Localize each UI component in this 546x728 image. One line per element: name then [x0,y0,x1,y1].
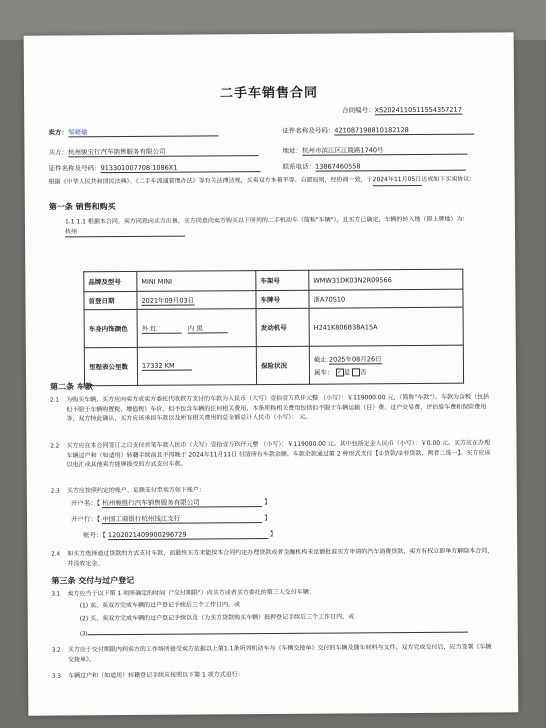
account-number-row: 账号：【 1202021409900296729 】 [83,529,277,540]
clause-number: 2.4 [51,551,61,558]
contract-paper [24,32,519,715]
table-row: 车身内饰颜色 外 红 内 黑 发动机号 H241K806B38A15A [84,307,463,348]
clause-number: 3.2 [51,647,61,654]
account-bank: 中国工商银行杭州钱江支行 [102,513,262,524]
clause-number: 2.1 [50,397,59,404]
clause-3-1: 卖方应当于以下第 1 项所确定的时间（"交付期限"）向买方或者买方委托的第三人交付车辆： [67,588,315,598]
seller-id-number: 42108719881018212​8 [334,126,474,136]
registration-date: 2021年09月03日 [141,296,195,305]
clause-3-1-option-1: (1) 卖、卖双方完成车辆的过户登记手续后三个工作日内，或 [79,601,241,610]
clause-2-1: 为购买车辆，买方应向卖方或卖方委托代收款方支付的车款为人民币（大写）壹拾壹万玖仟元整 （小写）：￥119000.00 元，（简称"车款"）。车款为含税（包括但不限于车辆购置税、增值税）车价，但不包含车辆的任何相关费用，本条所称相关费用包括但不限于车辆运输（目）费、过户交易费、评估验车费和保险费用等，双方特此确认，买方应该承担车款以及所有相关费用的总金额总计人民币（小写）： 元。 [66,393,489,423]
buyer-address: 杭州市滨江区江陵路1740号 [302,145,467,156]
seller-id-row: 证件名称及号码：42108719881018212​8 [282,125,474,136]
vin: WMW31DK03N2R09566 [309,269,463,290]
table-row: 里程表公里数 17332 KM 保险状况 截止 2025年08月26日 属车： ✓ 是 否 [84,345,463,386]
phone-row: 联系电话：13867460558 [283,161,466,172]
account-number: 1202021409900296729 [108,530,268,540]
mileage: 17332 KM [142,362,192,371]
engine-number: H241K806B38A15A [309,307,463,346]
section-2-title: 第二条 车款 [50,382,93,392]
plate-number: 浙A70S10 [309,289,463,308]
intro-paragraph: 根据《中华人民共和国民法典》、《二手车流通管理办法》等有关法律法规，买卖双方本着平等、自愿原则，经协商一致，于2024年11月05日达成如下买卖协议： [48,175,476,186]
clause-2-4: 如买方选择通过贷款的方式支付车款，而最终买方未能按本合同约定办理贷款或者金融机构未足额批准买方申请的汽车消费贷款，卖方有权立即单方解除本合同，并没收定金。 [67,547,494,567]
clause-2-2: 买方应在本合同签订之日支付首笔车款人民币（大写）壹拾壹万玖仟元整 （小写）：￥119000.00 元。其中包括定金人民币（小写）：￥0.00 元。买方应在办理车辆过户和（如适用）转籍手续前且不得晚于 2024年11月11日 付清所有车款余额。车款余款通过第 2 种形式支付【①贷款/②非贷款，两者二选一】。买方应该以电汇或其他卖方能够接受的方式支付车款。 [66,439,491,469]
table-row: 首登日期 2021年09月03日 车牌号 浙A70S10 [84,289,463,310]
insurance-no-checkbox [352,368,360,376]
account-name-row: 开户名：【 杭州骏胜行汽车销售服务有限公司 】 [70,498,271,508]
buyer-address-row: 地址：杭州市滨江区江陵路1740号 [282,145,467,156]
vehicle-info-table [83,269,464,387]
registration-city: 杭州 [65,226,185,237]
buyer-name: 杭州骏宝行汽车销售服务有限公司 [68,146,258,157]
buyer-cert-number: 913301007708 1086X1 [101,163,261,173]
section-1-title: 第一条 销售和购买 [48,202,116,212]
page-title: 二手车销售合同 [219,85,319,102]
clause-number: 2.3 [50,488,60,495]
clause-3-3: 车辆过户和（如适用）转籍登记手续应按照以下第 1 项方式进行： [68,671,244,680]
clause-3-2: 买方应于交付期限内到卖方的工作场所接受卖方依据以上第1.1条所列机动车与《车辆交接单》交付的车辆及随车材料与文件。双方完成交付后，应当签署《车辆交接单》。 [67,643,492,663]
interior-color: 内 黑 [188,323,228,333]
account-name: 杭州骏胜行汽车销售服务有限公司 [102,497,262,508]
insurance-yes-checkbox: ✓ [337,369,342,376]
insurance-expiry: 2025年08月26日 [328,354,382,364]
account-bank-row: 开户行：【 中国工商银行杭州钱江支行 】 [70,514,271,524]
seller-row: 卖方：邹晓瑜 [48,126,218,137]
clause-number: 2.2 [50,443,60,450]
clause-number: 3.3 [52,673,61,680]
table-row: 品牌及型号 MINI MINI 车架号 WMW31DK03N2R09566 [84,269,463,292]
clause-2-3: 买方应按照约定的账户、足额支付至卖方如下账户： [66,486,205,495]
buyer-cert-row: 证件名称及号码：913301007708 1086X1 [49,162,261,173]
intro-date: 2024年11月05日 [373,175,422,186]
contract-number: 合同编号：XS20241105115543572​17 [342,105,462,115]
buyer-row: 买方：杭州骏宝行汽车销售服务有限公司 [48,146,258,157]
brand-model: MINI MINI [137,271,256,292]
exterior-color: 外 红 [142,323,182,333]
clause-number: 3.1 [51,591,61,598]
section-3-title: 第三条 交付与过户登记 [51,575,135,586]
clause-1-1: 1.1 1.1 根据本合同，卖方同意向买方出售，买方同意向卖方购买以下所列的二手机动车（简称"车辆"），且买方已确定，车辆的转入地（即上牌地）为：杭州 [65,214,493,237]
phone-number: 13867460558 [315,162,465,172]
clause-3-1-option-3: (3) [80,626,468,638]
clause-3-1-option-2: (2) 买、卖双方完成车辆的过户登记手续以及（为买方贷款购买车辆）抵押登记手续后三个工作日内，或 [79,613,355,623]
seller-name: 邹晓瑜 [68,126,218,137]
